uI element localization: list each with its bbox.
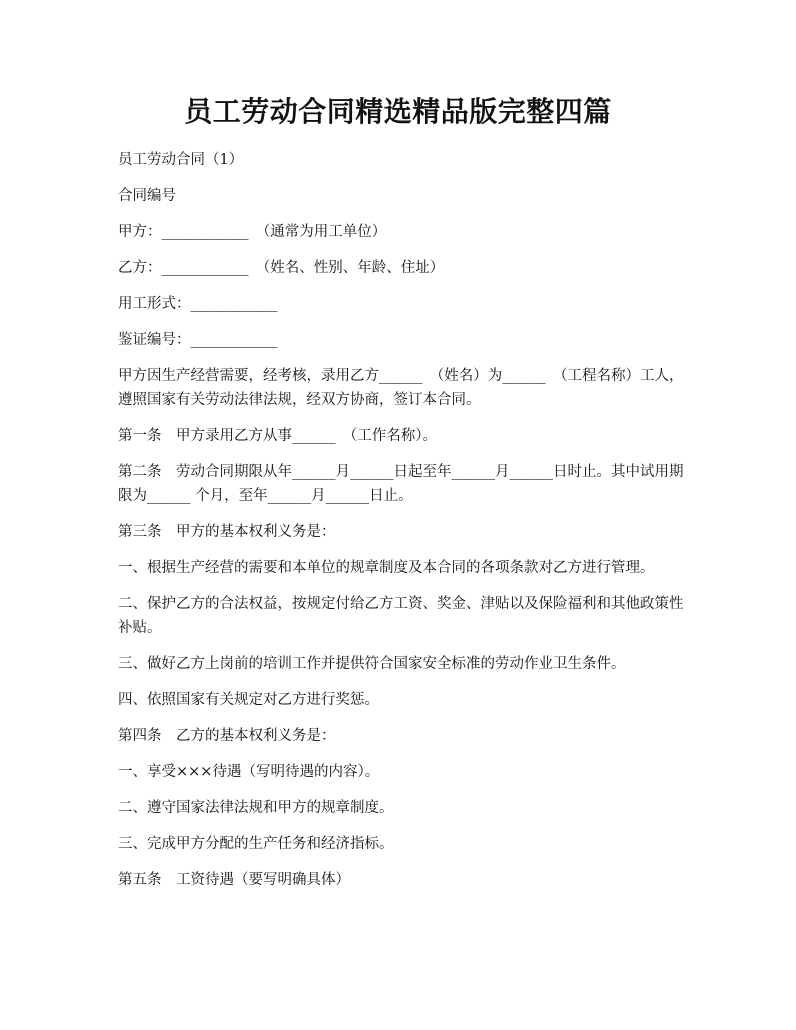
article-3-item-4: 四、依照国家有关规定对乙方进行奖惩。 [118, 692, 379, 708]
contract-number-label: 合同编号 [118, 188, 176, 204]
document-title: 员工劳动合同精选精品版完整四篇 [184, 95, 612, 128]
party-b-field: 乙方：____________ （姓名、性别、年龄、住址） [118, 260, 445, 276]
article-1: 第一条 甲方录用乙方从事______ （工作名称）。 [118, 428, 437, 444]
article-4-heading: 第四条 乙方的基本权利义务是： [118, 728, 336, 744]
article-3-item-3: 三、做好乙方上岗前的培训工作并提供符合国家安全标准的劳动作业卫生条件。 [118, 656, 626, 672]
article-2: 第二条 劳动合同期限从年______月______日起至年______月______日时止。其中试用期限为______ 个月，至年______月______日止。 [118, 464, 684, 504]
article-4-item-2: 二、遵守国家法律法规和甲方的规章制度。 [118, 800, 394, 816]
article-3-item-1: 一、根据生产经营的需要和本单位的规章制度及本合同的各项条款对乙方进行管理。 [118, 560, 655, 576]
document-body [118, 148, 684, 904]
article-4-item-1: 一、享受×××待遇（写明待遇的内容）。 [118, 764, 380, 780]
employment-form-field: 用工形式：____________ [118, 296, 278, 312]
heading-contract-1: 员工劳动合同（1） [118, 152, 244, 168]
party-a-field: 甲方：____________ （通常为用工单位） [118, 224, 387, 240]
article-4-item-3: 三、完成甲方分配的生产任务和经济指标。 [118, 836, 394, 852]
preamble-paragraph: 甲方因生产经营需要，经考核，录用乙方______ （姓名）为______ （工程名称）工人，遵照国家有关劳动法律法规，经双方协商，签订本合同。 [118, 368, 684, 408]
article-3-item-2: 二、保护乙方的合法权益，按规定付给乙方工资、奖金、津贴以及保险福利和其他政策性补贴。 [118, 596, 684, 636]
verification-number-field: 鉴证编号：____________ [118, 332, 278, 348]
article-5-heading: 第五条 工资待遇（要写明确具体） [118, 872, 350, 888]
article-3-heading: 第三条 甲方的基本权利义务是： [118, 524, 336, 540]
